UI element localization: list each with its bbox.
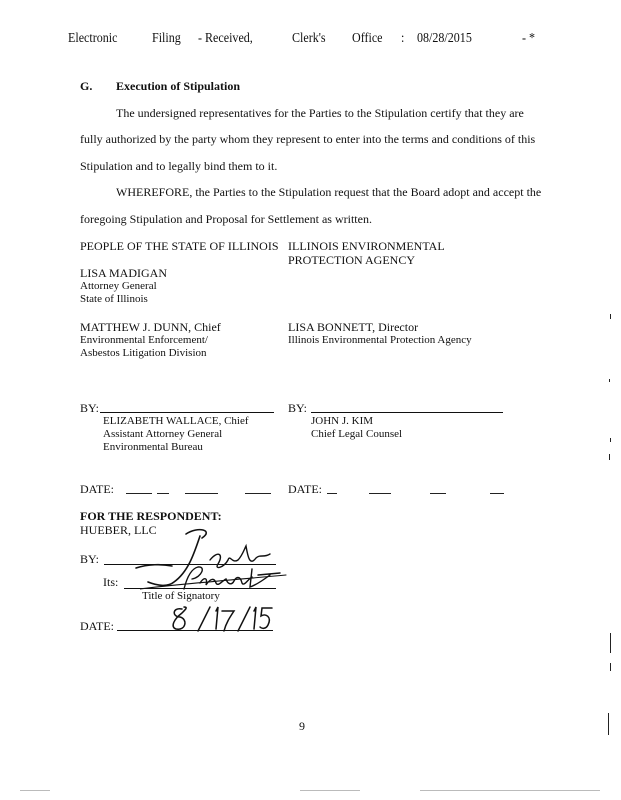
right-by-label: BY: bbox=[288, 401, 307, 415]
header-date: 08/28/2015 bbox=[417, 31, 472, 46]
paragraph-2-line-2: foregoing Stipulation and Proposal for Settlement as written. bbox=[80, 212, 372, 226]
paragraph-1-line-3: Stipulation and to legally bind them to it. bbox=[80, 159, 278, 173]
header-received: - Received, bbox=[198, 31, 253, 46]
scan-artifact bbox=[610, 633, 611, 653]
page-number: 9 bbox=[299, 719, 305, 733]
right-director: LISA BONNETT, Director bbox=[288, 320, 419, 334]
scan-artifact bbox=[20, 790, 50, 791]
scan-artifact bbox=[610, 314, 611, 319]
right-date-line-1 bbox=[327, 493, 337, 494]
right-date-line-2 bbox=[369, 493, 391, 494]
left-date-label: DATE: bbox=[80, 482, 114, 496]
header-filing: Filing bbox=[152, 31, 181, 46]
left-signer: ELIZABETH WALLACE, Chief bbox=[103, 415, 249, 427]
paragraph-1-line-1: The undersigned representatives for the Parties to the Stipulation certify that they are bbox=[116, 106, 524, 120]
left-division-1: Environmental Enforcement/ bbox=[80, 334, 208, 346]
left-party-name: PEOPLE OF THE STATE OF ILLINOIS bbox=[80, 239, 279, 253]
scan-artifact bbox=[420, 790, 600, 791]
right-date-line-3 bbox=[430, 493, 446, 494]
left-official: LISA MADIGAN bbox=[80, 266, 167, 280]
right-signer-title: Chief Legal Counsel bbox=[311, 428, 403, 440]
section-title: Execution of Stipulation bbox=[116, 79, 241, 93]
section-letter: G. bbox=[80, 79, 93, 93]
respondent-by-label: BY: bbox=[80, 552, 99, 566]
scan-artifact bbox=[608, 713, 609, 735]
respondent-heading: FOR THE RESPONDENT: bbox=[80, 509, 222, 523]
header-clerks: Clerk's bbox=[292, 31, 326, 46]
right-date-label: DATE: bbox=[288, 482, 322, 496]
header-office: Office bbox=[352, 31, 383, 46]
left-signature-line bbox=[100, 412, 274, 413]
scan-artifact bbox=[300, 790, 360, 791]
respondent-date-label: DATE: bbox=[80, 619, 114, 633]
left-date-line-2 bbox=[157, 493, 169, 494]
paragraph-1-line-2: fully authorized by the party whom they represent to enter into the terms and conditions of this bbox=[80, 132, 536, 146]
left-signer-title-1: Assistant Attorney General bbox=[103, 428, 223, 440]
right-party-name-2: PROTECTION AGENCY bbox=[288, 253, 416, 267]
left-by-label: BY: bbox=[80, 401, 99, 415]
respondent-title-caption: Title of Signatory bbox=[142, 590, 220, 602]
scan-artifact bbox=[609, 379, 610, 382]
right-party-name-1: ILLINOIS ENVIRONMENTAL bbox=[288, 239, 445, 253]
right-agency: Illinois Environmental Protection Agency bbox=[288, 334, 472, 346]
left-title-1: Attorney General bbox=[80, 280, 157, 292]
respondent-company: HUEBER, LLC bbox=[80, 523, 157, 537]
left-date-line-3 bbox=[185, 493, 218, 494]
scan-artifact bbox=[609, 454, 610, 460]
left-title-2: State of Illinois bbox=[80, 293, 148, 305]
header-colon: : bbox=[401, 31, 405, 46]
respondent-handwritten-date bbox=[168, 603, 276, 635]
scan-artifact bbox=[610, 663, 611, 671]
left-date-line-4 bbox=[245, 493, 271, 494]
paragraph-2-line-1: WHEREFORE, the Parties to the Stipulation request that the Board adopt and accept the bbox=[116, 185, 542, 199]
right-date-line-4 bbox=[490, 493, 504, 494]
respondent-its-label: Its: bbox=[103, 575, 119, 589]
left-division-head: MATTHEW J. DUNN, Chief bbox=[80, 320, 221, 334]
right-signer: JOHN J. KIM bbox=[311, 415, 374, 427]
header-electronic: Electronic bbox=[68, 31, 118, 46]
scan-artifact bbox=[610, 438, 611, 442]
left-date-line-1 bbox=[126, 493, 152, 494]
header-star: - * bbox=[522, 31, 536, 46]
left-signer-title-2: Environmental Bureau bbox=[103, 441, 203, 453]
right-signature-line bbox=[311, 412, 503, 413]
left-division-2: Asbestos Litigation Division bbox=[80, 347, 207, 359]
